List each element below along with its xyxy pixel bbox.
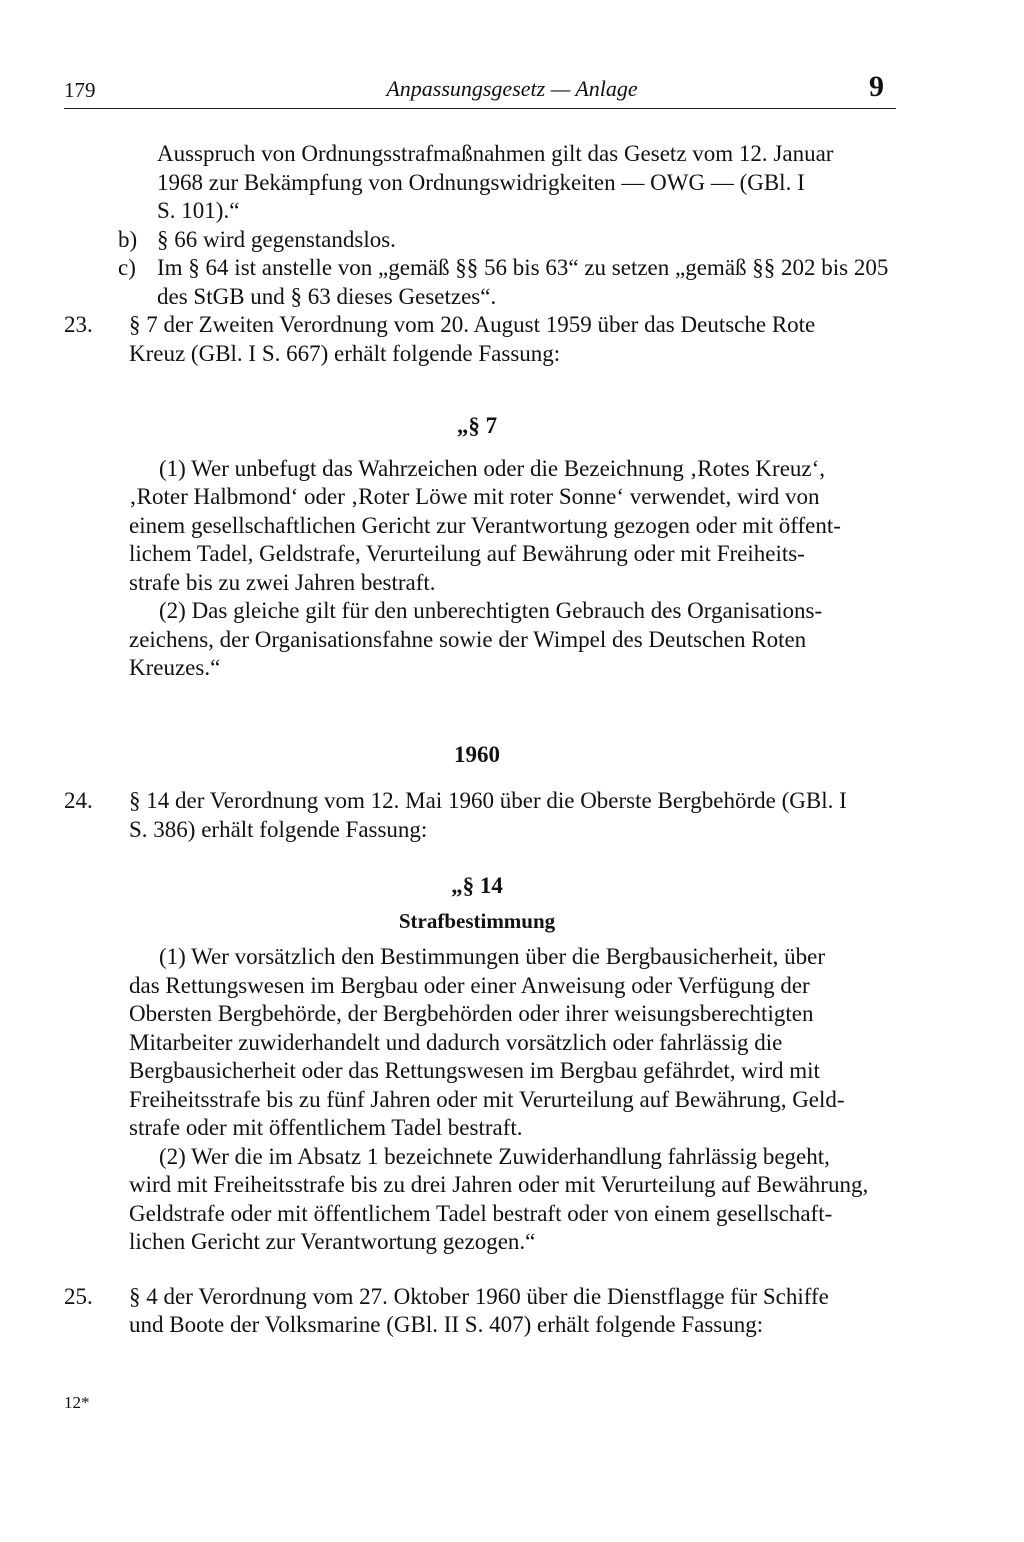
text-line: das Rettungswesen im Bergbau oder einer Anweisung oder Verfügung der [129, 972, 810, 998]
item-label: 25. [64, 1283, 93, 1309]
item-label: 24. [64, 788, 93, 813]
text-line: Kreuz (GBl. I S. 667) erhält folgende Fassung: [129, 340, 561, 366]
text-line: § 4 der Verordnung vom 27. Oktober 1960 über die Dienstflagge für Schiffe [129, 1283, 829, 1309]
text-line: (1) Wer unbefugt das Wahrzeichen oder die Bezeichnung ‚Rotes Kreuz‘, [159, 455, 826, 481]
page-header [0, 72, 1024, 112]
text-line: § 66 wird gegenstandslos. [157, 226, 396, 252]
text-line: Kreuzes.“ [129, 655, 221, 680]
paragraph-heading-7: „§ 7 [456, 413, 498, 438]
text-line: Obersten Bergbehörde, der Bergbehörden oder ihrer weisungsberechtigten [129, 1001, 814, 1026]
page-number: 179 [64, 78, 96, 102]
list-item-b [64, 226, 890, 255]
year-heading: 1960 [454, 741, 500, 767]
item-label: c) [118, 255, 136, 280]
paragraph-heading-14: „§ 14 [451, 873, 503, 898]
list-item-c [64, 254, 890, 311]
continued-paragraph [157, 140, 890, 226]
list-item-25 [64, 1283, 890, 1340]
text-line: Mitarbeiter zuwiderhandelt und dadurch vorsätzlich oder fahrlässig die [129, 1029, 783, 1055]
text-line: S. 386) erhält folgende Fassung: [129, 816, 428, 842]
item-label: b) [118, 226, 138, 252]
text-line: einem gesellschaftlichen Gericht zur Verantwortung gezogen oder mit öffent- [129, 512, 841, 538]
document-body [64, 140, 890, 1340]
text-line: strafe oder mit öffentlichem Tadel bestraft. [129, 1115, 523, 1140]
text-line: (2) Das gleiche gilt für den unberechtigten Gebrauch des Organisations- [159, 598, 823, 623]
text-line: lichen Gericht zur Verantwortung gezogen.“ [129, 1229, 536, 1254]
text-line: (2) Wer die im Absatz 1 bezeichnete Zuwiderhandlung fahrlässig begeht, [159, 1143, 830, 1169]
text-line: wird mit Freiheitsstrafe bis zu drei Jahren oder mit Verurteilung auf Bewährung, [129, 1172, 869, 1197]
text-line: (1) Wer vorsätzlich den Bestimmungen über die Bergbausicherheit, über [159, 944, 826, 969]
header-rule [64, 108, 896, 109]
text-line: und Boote der Volksmarine (GBl. II S. 407) erhält folgende Fassung: [129, 1312, 764, 1337]
text-line: § 7 der Zweiten Verordnung vom 20. August 1959 über das Deutsche Rote [129, 312, 816, 337]
paragraph-7-abs-1 [129, 455, 890, 598]
running-title: Anpassungsgesetz — Anlage [386, 76, 638, 101]
text-line: Geldstrafe oder mit öffentlichem Tadel bestraft oder von einem gesellschaft- [129, 1200, 833, 1226]
list-item-23 [64, 311, 890, 368]
text-line: lichem Tadel, Geldstrafe, Verurteilung auf Bewährung oder mit Freiheits- [129, 541, 805, 566]
text-line: strafe bis zu zwei Jahren bestraft. [129, 569, 436, 595]
paragraph-14-abs-2 [129, 1143, 890, 1257]
text-line: des StGB und § 63 dieses Gesetzes“. [157, 283, 497, 309]
text-line: ‚Roter Halbmond‘ oder ‚Roter Löwe mit roter Sonne‘ verwendet, wird von [129, 484, 820, 509]
paragraph-subheading: Strafbestimmung [398, 908, 556, 933]
text-line: S. 101).“ [157, 198, 240, 223]
text-line: Ausspruch von Ordnungsstrafmaßnahmen gilt das Gesetz vom 12. Januar [157, 141, 834, 166]
paragraph-7-abs-2 [129, 597, 890, 683]
signature-mark: 12* [64, 1393, 90, 1412]
text-line: zeichens, der Organisationsfahne sowie der Wimpel des Deutschen Roten [129, 626, 807, 652]
text-line: Bergbausicherheit oder das Rettungswesen im Bergbau gefährdet, wird mit [129, 1058, 820, 1083]
item-label: 23. [64, 312, 93, 337]
text-line: Im § 64 ist anstelle von „gemäß §§ 56 bis 63“ zu setzen „gemäß §§ 202 bis 205 [157, 255, 889, 280]
paragraph-14-abs-1 [129, 943, 890, 1143]
list-item-24 [64, 787, 890, 844]
text-line: Freiheitsstrafe bis zu fünf Jahren oder mit Verurteilung auf Bewährung, Geld- [129, 1086, 845, 1112]
section-number: 9 [869, 70, 884, 103]
text-line: § 14 der Verordnung vom 12. Mai 1960 über die Oberste Bergbehörde (GBl. I [129, 788, 847, 813]
text-line: 1968 zur Bekämpfung von Ordnungswidrigkeiten — OWG — (GBl. I [157, 169, 805, 195]
